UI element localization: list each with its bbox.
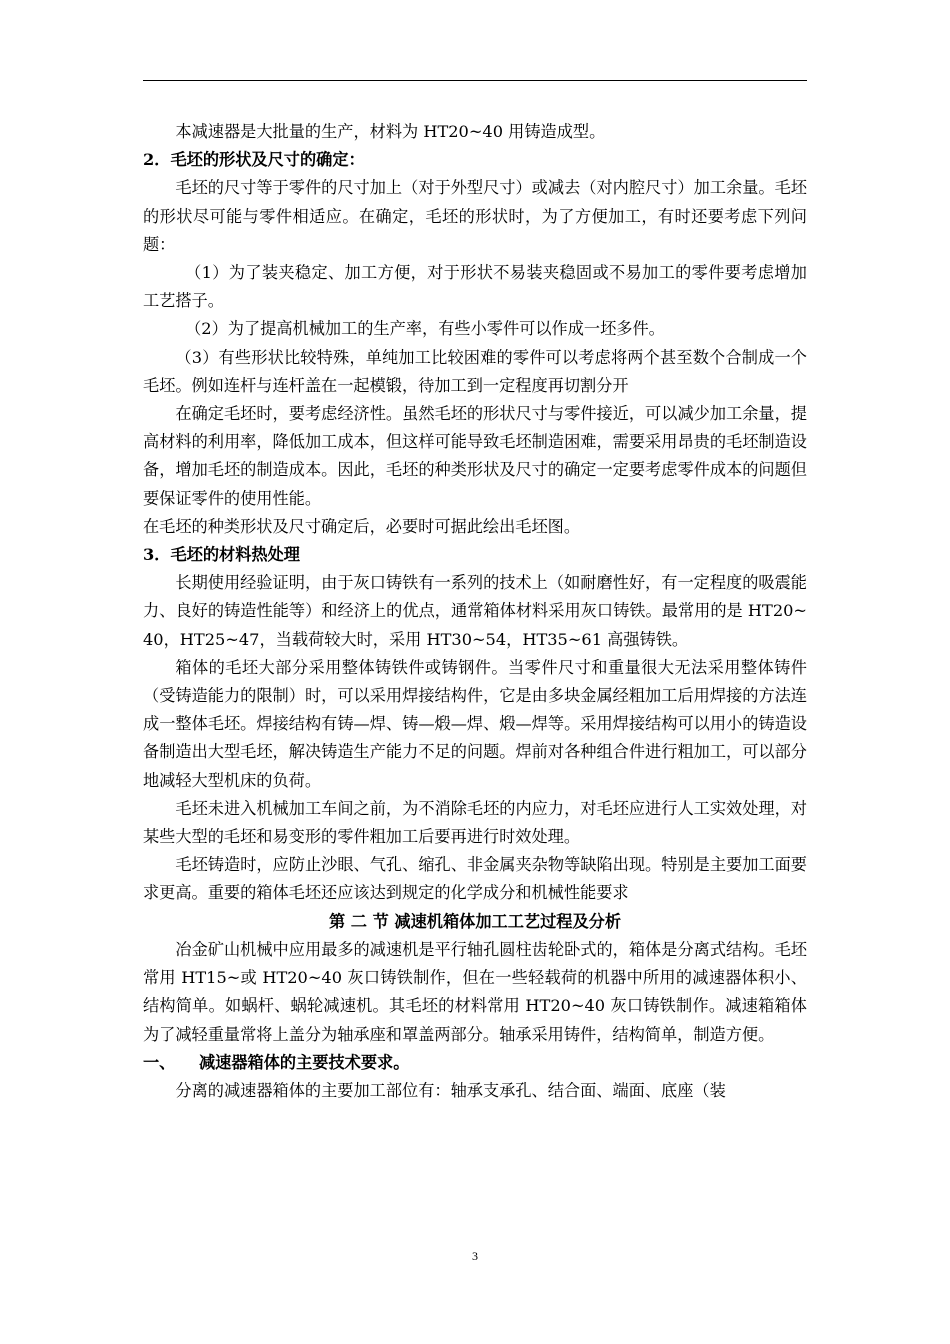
paragraph-aging: 毛坯未进入机械加工车间之前，为不消除毛坯的内应力，对毛坯应进行人工实效处理，对某些大型的毛坯和易变形的零件粗加工后要再进行时效处理。 (143, 798, 807, 847)
heading-heat-treatment: 3．毛坯的材料热处理 (143, 545, 300, 565)
heading-blank-shape-size: 2．毛坯的形状及尺寸的确定： (143, 150, 365, 170)
paragraph-defects: 毛坯铸造时，应防止沙眼、气孔、缩孔、非金属夹杂物等缺陷出现。特别是主要加工面要求更高。重要的箱体毛坯还应该达到规定的化学成分和机械性能要求 (143, 855, 807, 903)
list-number: 一、 (143, 1052, 176, 1072)
paragraph-economy: 在确定毛坯时，要考虑经济性。虽然毛坯的形状尺寸与零件接近，可以减少加工余量，提高材料的利用率，降低加工成本，但这样可能导致毛坯制造困难，需要采用昂贵的毛坯制造设备，增加毛坯的制造成本。因此，毛坯的种类形状及尺寸的确定一定要考虑零件成本的问题但要保证零件的使用性能。 (143, 404, 807, 508)
paragraph-production: 本减速器是大批量的生产，材料为 HT20~40 用铸造成型。 (175, 122, 606, 141)
page-number: 3 (472, 1249, 478, 1263)
paragraph-welded-structure: 箱体的毛坯大部分采用整体铸铁件或铸钢件。当零件尺寸和重量很大无法采用整体铸件（受铸造能力的限制）时，可以采用焊接结构件，它是由多块金属经粗加工后用焊接的方法连成一整体毛坯。焊接结构有铸—焊、铸—煅—焊、煅—焊等。采用焊接结构可以用小的铸造设备制造出大型毛坯，解决铸造生产能力不足的问题。焊前对各种组合件进行粗加工，可以部分地减轻大型机床的负荷。 (143, 657, 807, 790)
section-title: 第 二 节 减速机箱体加工工艺过程及分析 (328, 911, 622, 931)
list-heading-text: 减速器箱体的主要技术要求。 (199, 1052, 410, 1072)
paragraph-machining-parts: 分离的减速器箱体的主要加工部位有：轴承支承孔、结合面、端面、底座（装 (175, 1080, 726, 1100)
paragraph-item-1: （1）为了装夹稳定、加工方便，对于形状不易装夹稳固或不易加工的零件要考虑增加工艺搭子。 (143, 263, 807, 311)
paragraph-blank-drawing: 在毛坯的种类形状及尺寸确定后，必要时可据此绘出毛坯图。 (143, 516, 581, 536)
header-rule (143, 80, 807, 81)
paragraph-reducer-types: 冶金矿山机械中应用最多的减速机是平行轴孔圆柱齿轮卧式的，箱体是分离式结构。毛坯常用 HT15~或 HT20~40 灰口铸铁制作，但在一些轻载荷的机器中所用的减速器体积小、结构简单。如蜗杆、蜗轮减速机。其毛坯的材料常用 HT20~40 灰口铸铁制作。减速箱箱体为了减轻重量常将上盖分为轴承座和罩盖两部分。轴承采用铸件，结构简单，制造方便。 (143, 939, 807, 1044)
paragraph-cast-iron: 长期使用经验证明，由于灰口铸铁有一系列的技术上（如耐磨性好，有一定程度的吸震能力、良好的铸造性能等）和经济上的优点，通常箱体材料采用灰口铸铁。最常用的是 HT20~40，HT25~47，当载荷较大时，采用 HT30~54，HT35~61 高强铸铁。 (143, 573, 807, 649)
paragraph-item-3: （3）有些形状比较特殊，单纯加工比较困难的零件可以考虑将两个甚至数个合制成一个毛坯。例如连杆与连杆盖在一起模锻，待加工到一定程度再切割分开 (143, 347, 807, 395)
document-body (143, 118, 807, 1105)
paragraph-item-2: （2）为了提高机械加工的生产率，有些小零件可以作成一坯多件。 (185, 319, 665, 339)
heading-technical-requirements (143, 1049, 807, 1077)
paragraph-blank-size: 毛坯的尺寸等于零件的尺寸加上（对于外型尺寸）或减去（对内腔尺寸）加工余量。毛坯的形状尽可能与零件相适应。在确定，毛坯的形状时，为了方便加工，有时还要考虑下列问题： (143, 178, 807, 254)
